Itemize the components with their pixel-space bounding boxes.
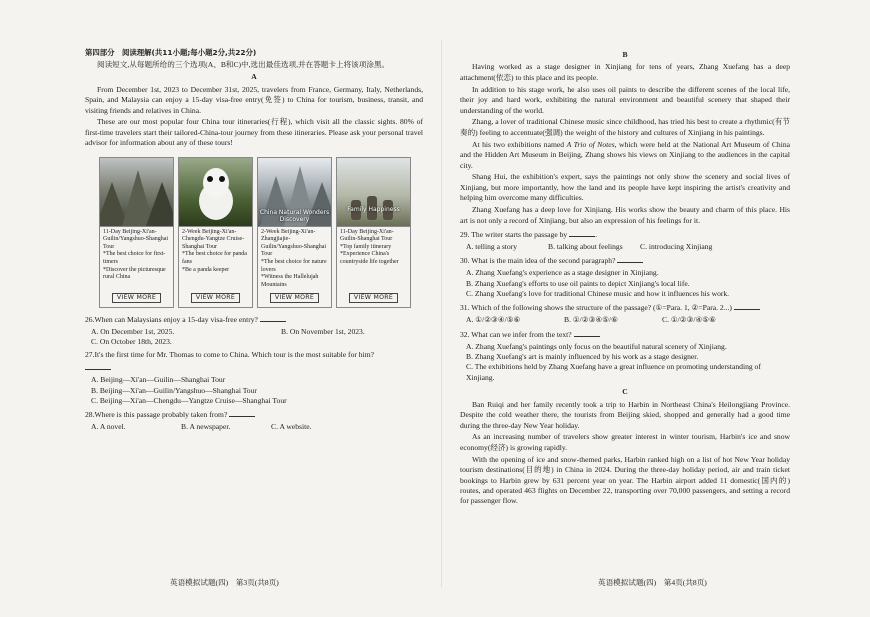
option-a[interactable]: A. telling a story [466, 241, 518, 251]
option-b[interactable]: B. ①/②③④⑤/⑥ [564, 315, 618, 325]
tour-info [178, 227, 253, 308]
photo-caption: Family Happiness [347, 205, 400, 213]
tour-photo-family-cycling [336, 157, 411, 227]
exhibition-title: A Trio of Notes [566, 139, 615, 149]
option-b[interactable]: B. A newspaper. [181, 422, 231, 432]
left-page [85, 48, 423, 433]
option-b[interactable]: B. On November 1st, 2023. [281, 326, 365, 336]
question-stem: 32. What can we infer from the text? [460, 329, 790, 340]
question-stem: 30. What is the main idea of the second paragraph? [460, 255, 790, 266]
option-b[interactable]: B. Beijing—Xi'an—Guilin/Yangshuo—Shanghai Tour [91, 385, 257, 395]
passage-c-label: C [622, 387, 628, 397]
tour-photo-mountains [257, 157, 332, 227]
tour-card [99, 157, 174, 308]
option-c[interactable]: C. introducing Xinjiang [640, 241, 713, 251]
tour-info [257, 227, 332, 308]
tour-line: *The best choice for panda fans [182, 251, 247, 266]
question-30 [460, 255, 790, 299]
page-footer-right: 英语模拟试题(四) 第4页(共8页) [598, 578, 707, 587]
view-more-button[interactable]: VIEW MORE [191, 293, 240, 303]
tour-cards [99, 157, 423, 308]
tour-card [178, 157, 253, 308]
tour-photo-panda [178, 157, 253, 227]
view-more-button[interactable]: VIEW MORE [349, 293, 398, 303]
tour-info [336, 227, 411, 308]
question-27 [85, 350, 423, 406]
question-stem: 26.When can Malaysians enjoy a 15-day visa-free entry? [85, 314, 423, 325]
question-31 [460, 302, 790, 325]
passage-a-para-1: From December 1st, 2023 to December 31st, 2025, travelers from France, Germany, Italy, Netherlands, Spain, and Malaysia can enjoy a 15-day visa-free entry(免签) to China for tourism, business, transit, and visiting friends and relatives in China. [85, 84, 423, 115]
option-a[interactable]: A. ①/②③④/⑤⑥ [466, 315, 521, 325]
option-b[interactable]: B. Zhang Xuefang's art is mainly influenced by his work as a stage designer. [466, 352, 699, 362]
view-more-button[interactable]: VIEW MORE [112, 293, 161, 303]
question-26 [85, 314, 423, 348]
tour-card [336, 157, 411, 308]
tour-line: *Experience China's countryside life together [340, 251, 399, 266]
tour-title: 11-Day Beijing-Xi'an-Guilin-Shanghai Tour [340, 228, 394, 243]
view-more-button[interactable]: VIEW MORE [270, 293, 319, 303]
option-c[interactable]: C. The exhibitions held by Zhang Xuefang have a great influence on promoting understanding of Xinjiang. [466, 362, 761, 382]
tour-line: *Top family itinerary [340, 243, 392, 250]
option-c[interactable]: C. Beijing—Xi'an—Chengdu—Yangtze Cruise—Shanghai Tour [91, 396, 287, 405]
option-a[interactable]: A. Zhang Xuefang's experience as a stage designer in Xinjiang. [466, 268, 659, 278]
option-c[interactable]: C. Zhang Xuefang's love for traditional Chinese music and how it influences his work. [466, 289, 730, 299]
question-stem: 28.Where is this passage probably taken from? [85, 409, 423, 420]
passage-b-para-6: Zhang Xuefang has a deep love for Xinjiang. His works show the beauty and charm of this place. His art is not only a record of Xinjiang, but also an expression of his feelings for it. [460, 205, 790, 225]
passage-b-para-2: In addition to his stage work, he also uses oil paints to describe the different scenes of the local life, their joy and hard work, exhibiting the natural environment and beautiful scenery that shaped their understanding of the world. [460, 84, 790, 115]
option-c[interactable]: C. On October 18th, 2023. [91, 336, 172, 346]
tour-info [99, 227, 174, 308]
passage-b-para-5: Shang Hui, the exhibition's expert, says the paintings not only show the scenery and social lives of Xinjiang, but more importantly, how the land and its people have kept inspiring the artist's creativity and helping him overcome many difficulties. [460, 172, 790, 203]
passage-c-para-1: Ban Ruiqi and her family recently took a trip to Harbin in Northeast China's Heilongjiang Province. Despite the cold weather there, the tourists from Beijing skied, shopped and generally had a good time during the three-day New Year holiday. [460, 399, 790, 430]
passage-b-para-3: Zhang, a lover of traditional Chinese music since childhood, has tried his best to create a rhythmic(有节奏的) feeling to accentuate(强调) the weight of the history and cultures of Xinjiang in his paintings. [460, 117, 790, 137]
passage-c-para-2: As an increasing number of travelers show greater interest in winter tourism, Harbin's ice and snow economy(经济) is growing rapidly. [460, 432, 790, 452]
tour-title: 2-Week Beijing-Xi'an-Chengdu-Yangtze Cruise-Shanghai Tour [182, 228, 245, 250]
tour-card [257, 157, 332, 308]
tour-line: *Witness the Hallelujah Mountains [261, 274, 319, 288]
option-c[interactable]: C. ①/②③/④⑤⑥ [662, 315, 716, 325]
right-page [460, 48, 790, 508]
option-a[interactable]: A. A novel. [91, 422, 126, 432]
question-29 [460, 229, 790, 252]
option-a[interactable]: A. On December 1st, 2025. [91, 326, 175, 336]
question-32 [460, 329, 790, 384]
question-stem: 27.It's the first time for Mr. Thomas to come to China. Which tour is the most suitable for him? [85, 350, 374, 360]
question-28 [85, 409, 423, 432]
section-title: 第四部分 阅读理解(共11小题;每小题2分,共22分) [85, 48, 257, 57]
passage-a-label: A [251, 72, 257, 82]
passage-b-label: B [622, 50, 628, 59]
tour-line: *The best choice for nature lovers [261, 259, 327, 273]
option-a[interactable]: A. Zhang Xuefang's paintings only focus on the beautiful natural scenery of Xinjiang. [466, 341, 727, 351]
question-stem: 29. The writer starts the passage by . [460, 230, 598, 239]
tour-title: 2-Week Beijing-Xi'an-Zhangjiajie-Guilin/Yangshuo-Shanghai Tour [261, 228, 327, 258]
photo-caption: China Natural Wonders Discovery [259, 208, 330, 223]
passage-b-para-1: Having worked as a stage designer in Xinjiang for tens of years, Zhang Xuefang has a deep attachment(依恋) to this place and its people. [460, 62, 790, 82]
tour-photo-karst-river [99, 157, 174, 227]
tour-line: *Discover the picturesque rural China [103, 266, 166, 281]
passage-b-para-4: At his two exhibitions named A Trio of Notes, which were held at the National Art Museum of China and the Hidden Art Museum in Beijing, Zhang shows his views on Xinjiang to the audiences in the capital city. [460, 139, 790, 170]
tour-title: 11-Day Beijing-Xi'an-Guilin/Yangshuo-Shanghai Tour [103, 228, 169, 250]
page-footer-left: 英语模拟试题(四) 第3页(共8页) [170, 578, 279, 587]
tour-line: *The best choice for first-timers [103, 251, 166, 266]
option-c[interactable]: C. A website. [271, 422, 312, 432]
page-fold-line [441, 40, 442, 587]
option-b[interactable]: B. Zhang Xuefang's efforts to use oil paints to depict Xinjiang's local life. [466, 278, 690, 288]
option-b[interactable]: B. talking about feelings [548, 241, 623, 251]
instructions: 阅读短文,从每题所给的三个选项(A、B和C)中,选出最佳选项,并在答题卡上将该项涂黑。 [97, 59, 390, 69]
tour-line: *Be a panda keeper [182, 266, 230, 273]
question-stem: 31. Which of the following shows the structure of the passage? (①=Para. 1, ②=Para. 2...) [460, 302, 790, 313]
passage-c-para-3: With the opening of ice and snow-themed parks, Harbin ranked high on a list of hot New Year holiday tourism destinations(目的地) in China in 2024. During the three-day holiday period, air and train ticket bookings to Harbin grew by 631 percent year on year. The Harbin airport added 11 domestic(国内的) routes, and operated 463 flights on December 22, transporting over 70,000 passengers, and setting a record for passenger flow. [460, 454, 790, 506]
option-a[interactable]: A. Beijing—Xi'an—Guilin—Shanghai Tour [91, 375, 226, 385]
passage-a-para-2: These are our most popular four China tour itineraries(行程), which visit all the classic sights. 80% of first-time travelers start their tailored-China-tour journey from these itineraries. Please ask your personal travel advisor for information about any of these tours! [85, 117, 423, 148]
